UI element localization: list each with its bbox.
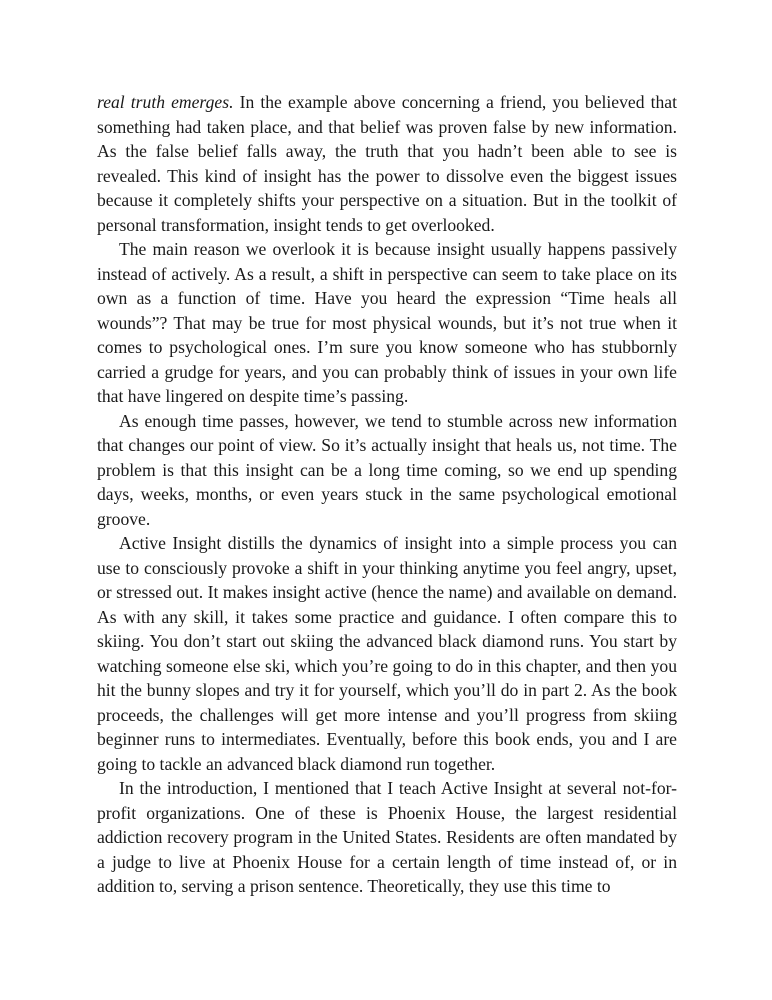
paragraph-5: In the introduction, I mentioned that I teach Active Insight at several not-for-profit organizations. One of these is Phoenix House, the largest residential addiction recovery program in the United States. Residents are often mandated by a judge to live at Phoenix House for a certain length of time instead of, or in addition to, serving a prison sentence. Theoretically, they use this time to bbox=[97, 778, 677, 896]
paragraph-3: As enough time passes, however, we tend to stumble across new information that changes our point of view. So it’s actually insight that heals us, not time. The problem is that this insight can be a long time coming, so we end up spending days, weeks, months, or even years stuck in the same psychological emotional groove. bbox=[97, 410, 677, 529]
paragraph-1 bbox=[97, 90, 677, 237]
paragraph-2: The main reason we overlook it is because insight usually happens passively instead of actively. As a result, a shift in perspective can seem to take place on its own as a function of time. Have you heard the expression “Time heals all wounds”? That may be true for most physical wounds, but it’s not true when it comes to psychological ones. I’m sure you know someone who has stubbornly carried a grudge for years, and you can probably think of issues in your own life that have lingered on despite time’s passing. bbox=[97, 239, 677, 406]
paragraph-1-italic-lead: real truth emerges. bbox=[97, 92, 234, 112]
page-body bbox=[97, 90, 677, 899]
paragraph-4: Active Insight distills the dynamics of insight into a simple process you can use to consciously provoke a shift in your thinking anytime you feel angry, upset, or stressed out. It makes insight active (hence the name) and available on demand. As with any skill, it takes some practice and guidance. I often compare this to skiing. You don’t start out skiing the advanced black diamond runs. You start by watching someone else ski, which you’re going to do in this chapter, and then you hit the bunny slopes and try it for yourself, which you’ll do in part 2. As the book proceeds, the challenges will get more intense and you’ll progress from skiing beginner runs to intermediates. Eventually, before this book ends, you and I are going to tackle an advanced black diamond run together. bbox=[97, 533, 677, 774]
paragraph-1-text: In the example above concerning a friend, you believed that something had taken place, and that belief was proven false by new information. As the false belief falls away, the truth that you hadn’t been able to see is revealed. This kind of insight has the power to dissolve even the biggest issues because it completely shifts your perspective on a situation. But in the toolkit of personal transformation, insight tends to get overlooked. bbox=[97, 92, 677, 235]
